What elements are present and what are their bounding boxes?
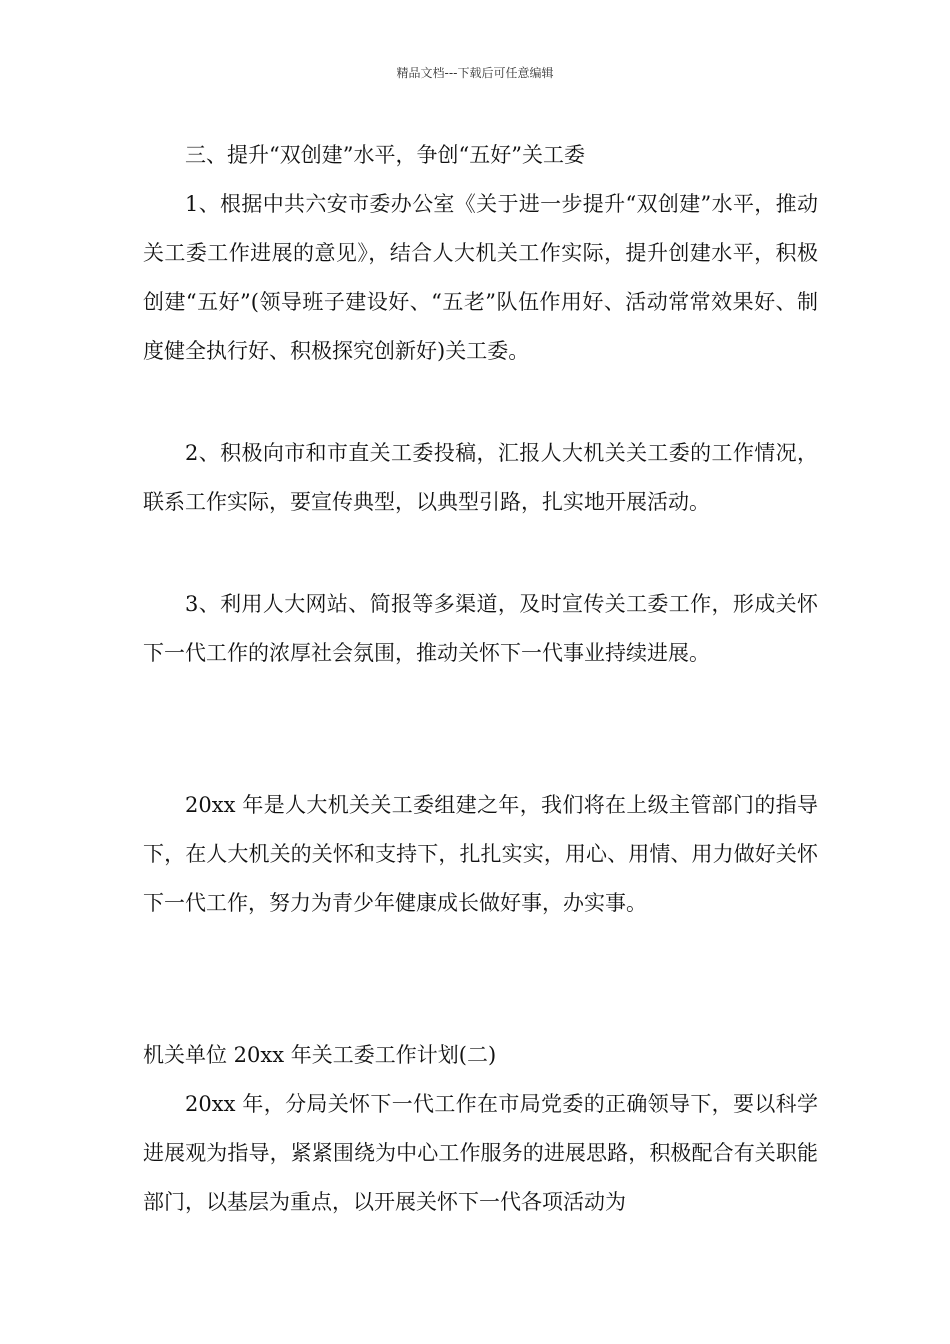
- spacer: [143, 376, 818, 429]
- paragraph-plan-2-intro: 20xx 年，分局关怀下一代工作在市局党委的正确领导下，要以科学进展观为指导，紧紧围绕为中心工作服务的进展思路，积极配合有关职能部门，以基层为重点，以开展关怀下一代各项活动为: [143, 1092, 818, 1214]
- document-body: [143, 131, 818, 1227]
- paragraph-item-1: 1、根据中共六安市委办公室《关于进一步提升“双创建”水平，推动关工委工作进展的意见》，结合人大机关工作实际，提升创建水平，积极创建“五好”(领导班子建设好、“五老”队伍作用好、活动常常效果好、制度健全执行好、积极探究创新好)关工委。: [143, 192, 818, 363]
- spacer: [143, 678, 818, 781]
- section-heading: 三、提升“双创建”水平，争创“五好”关工委: [185, 143, 585, 167]
- paragraph-item-2: 2、积极向市和市直关工委投稿，汇报人大机关关工委的工作情况，联系工作实际，要宣传典型，以典型引路，扎实地开展活动。: [143, 441, 818, 514]
- page-header: 精品文档---下载后可任意编辑: [396, 66, 554, 80]
- paragraph-closing: 20xx 年是人大机关关工委组建之年，我们将在上级主管部门的指导下，在人大机关的关怀和支持下，扎扎实实，用心、用情、用力做好关怀下一代工作，努力为青少年健康成长做好事，办实事。: [143, 793, 818, 915]
- spacer: [143, 928, 818, 1031]
- plan-2-title: 机关单位 20xx 年关工委工作计划(二): [143, 1043, 497, 1067]
- paragraph-item-3: 3、利用人大网站、简报等多渠道，及时宣传关工委工作，形成关怀下一代工作的浓厚社会氛围，推动关怀下一代事业持续进展。: [143, 592, 818, 665]
- spacer: [143, 527, 818, 580]
